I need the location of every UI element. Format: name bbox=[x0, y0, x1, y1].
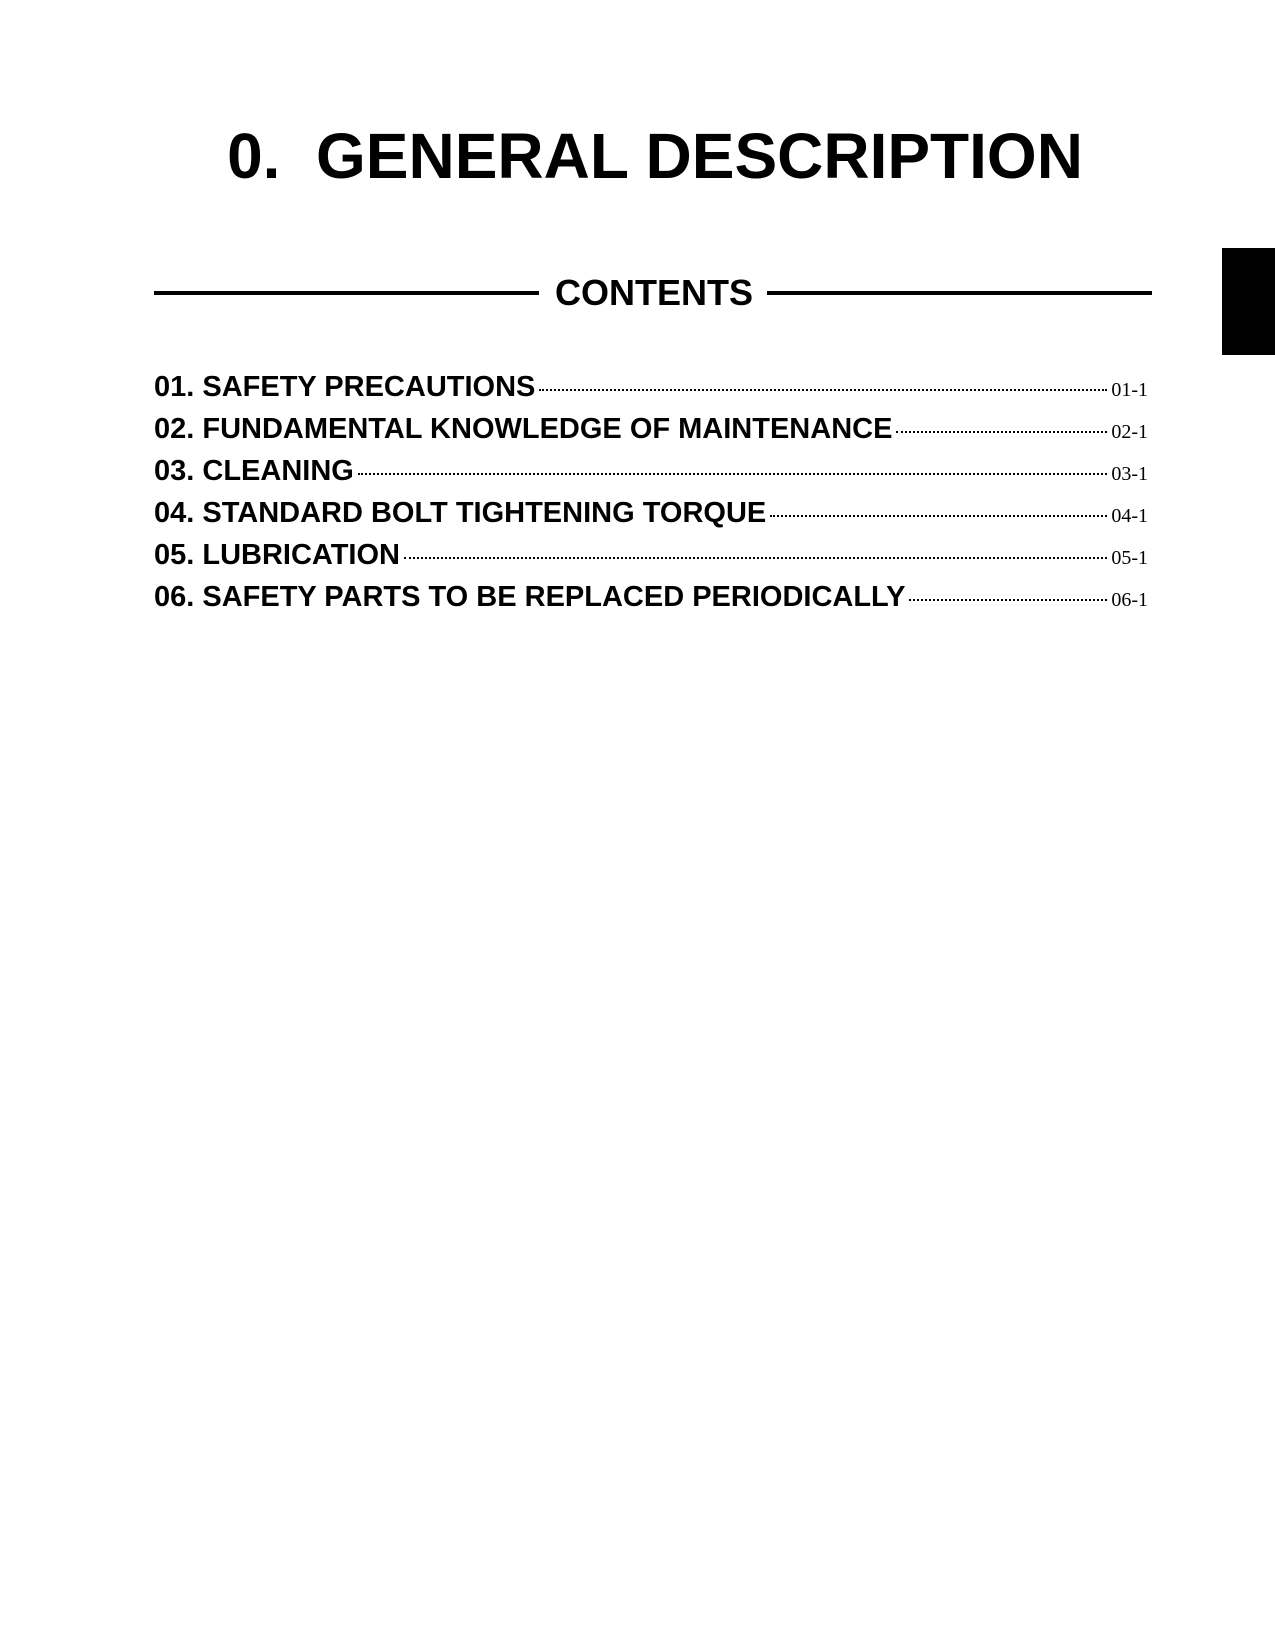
contents-rule-right bbox=[767, 291, 1152, 295]
toc-entry-title: 06. SAFETY PARTS TO BE REPLACED PERIODICALLY bbox=[154, 581, 906, 613]
toc-entry-page: 03-1 bbox=[1111, 463, 1148, 485]
toc-entry-title: 01. SAFETY PRECAUTIONS bbox=[154, 371, 536, 403]
table-of-contents bbox=[154, 366, 1148, 618]
toc-dot-leader bbox=[909, 599, 1107, 601]
contents-rule-left bbox=[154, 291, 539, 295]
toc-entry-safety-parts[interactable] bbox=[154, 576, 1148, 618]
toc-entry-cleaning[interactable] bbox=[154, 450, 1148, 492]
toc-entry-page: 05-1 bbox=[1111, 547, 1148, 569]
chapter-title: 0. GENERAL DESCRIPTION bbox=[227, 120, 1083, 192]
toc-entry-safety-precautions[interactable] bbox=[154, 366, 1148, 408]
toc-dot-leader bbox=[896, 431, 1107, 433]
toc-entry-page: 02-1 bbox=[1111, 421, 1148, 443]
contents-header bbox=[154, 268, 1152, 318]
toc-entry-title: 03. CLEANING bbox=[154, 455, 354, 487]
toc-entry-title: 02. FUNDAMENTAL KNOWLEDGE OF MAINTENANCE bbox=[154, 413, 893, 445]
toc-entry-title: 04. STANDARD BOLT TIGHTENING TORQUE bbox=[154, 497, 767, 529]
toc-entry-page: 01-1 bbox=[1111, 379, 1148, 401]
toc-dot-leader bbox=[539, 389, 1107, 391]
toc-entry-page: 04-1 bbox=[1111, 505, 1148, 527]
chapter-side-tab bbox=[1222, 248, 1275, 355]
toc-dot-leader bbox=[358, 473, 1108, 475]
contents-label: CONTENTS bbox=[555, 272, 753, 313]
toc-dot-leader bbox=[770, 515, 1107, 517]
toc-entry-fundamental-knowledge[interactable] bbox=[154, 408, 1148, 450]
toc-entry-lubrication[interactable] bbox=[154, 534, 1148, 576]
toc-entry-page: 06-1 bbox=[1111, 589, 1148, 611]
toc-entry-title: 05. LUBRICATION bbox=[154, 539, 400, 571]
toc-entry-bolt-torque[interactable] bbox=[154, 492, 1148, 534]
toc-dot-leader bbox=[404, 557, 1107, 559]
